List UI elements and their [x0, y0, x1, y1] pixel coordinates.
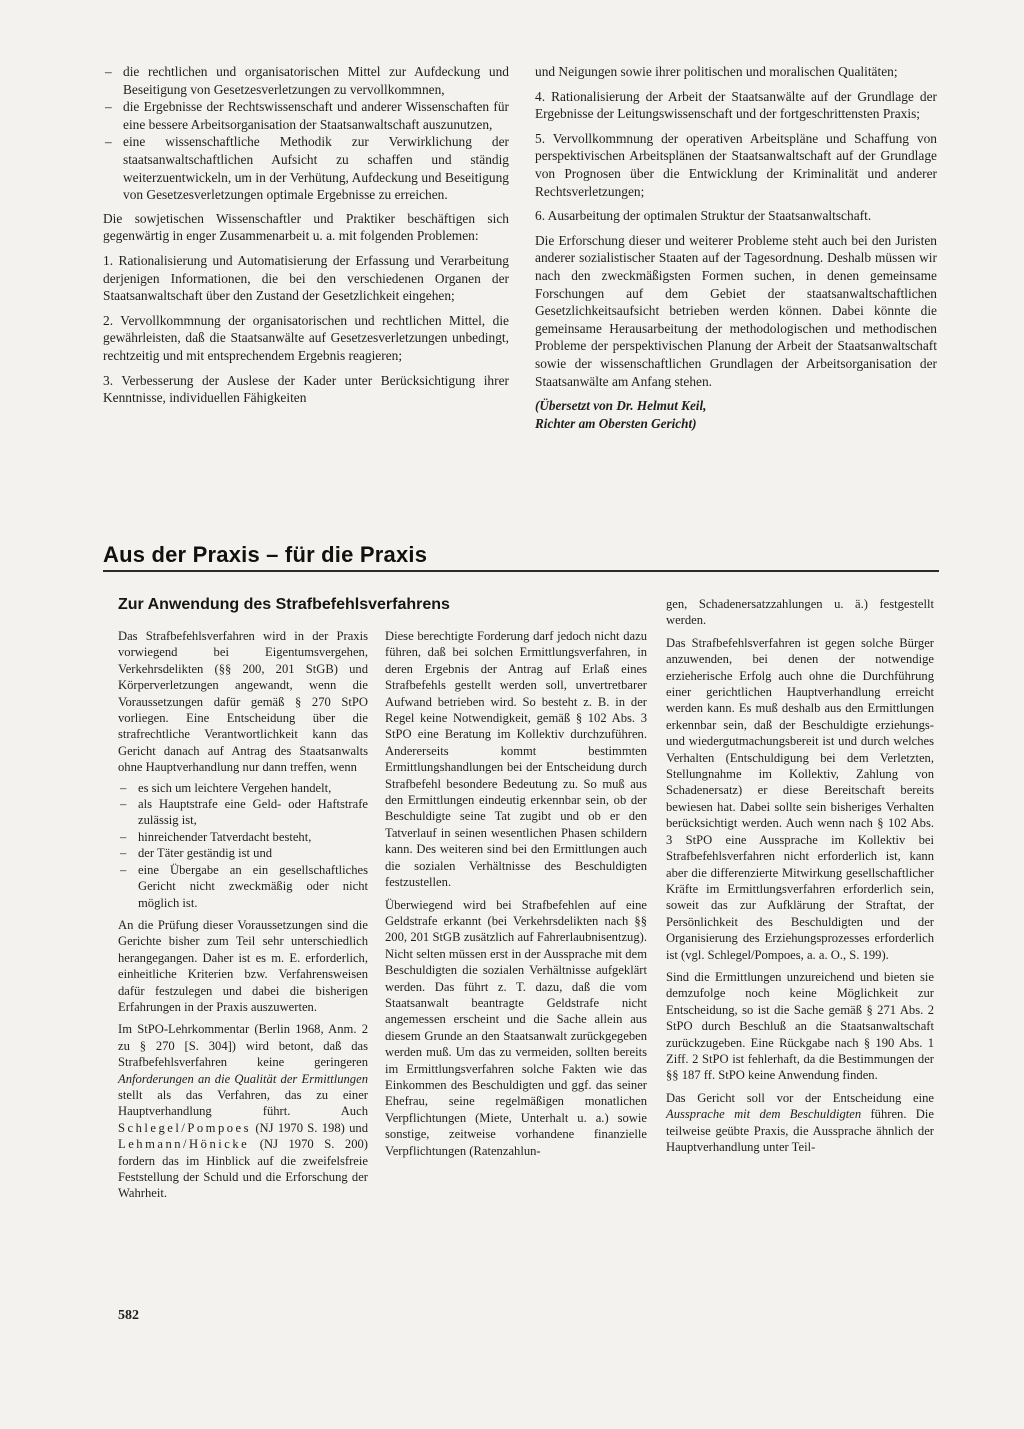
- list-item: – die Ergebnisse der Rechtswissenschaft und anderer Wissenschaften für eine bessere Arbeitsorganisation der Staatsanwaltschaft auszunutzen,: [103, 98, 509, 133]
- list-item: – eine Übergabe an ein gesellschaftliches Gericht nicht zweckmäßig oder nicht möglich ist.: [118, 862, 368, 911]
- list-item: – als Hauptstrafe eine Geld- oder Haftstrafe zulässig ist,: [118, 796, 368, 829]
- article-column-2: [385, 628, 647, 1165]
- text-run: stellt als das Verfahren, das zu einer Hauptverhandlung führt. Auch: [118, 1087, 368, 1119]
- paragraph: 6. Ausarbeitung der optimalen Struktur der Staatsanwaltschaft.: [535, 208, 872, 224]
- translator-credit: [535, 397, 937, 432]
- list-item: – die rechtlichen und organisatorischen Mittel zur Aufdeckung und Beseitigung von Gesetzesverletzungen zu vervollkommnen,: [103, 63, 509, 98]
- author-names: Schlegel/Pompoes: [118, 1120, 252, 1135]
- paragraph: gen, Schadenersatzzahlungen u. ä.) festgestellt werden.: [666, 597, 934, 628]
- text-run: (NJ 1970 S. 200) fordern das im Hinblick auf die zweifelsfreie Feststellung der Schuld und die Erforschung der Wahrheit.: [118, 1137, 369, 1201]
- aims-list: [103, 63, 509, 204]
- paragraph: 3. Verbesserung der Auslese der Kader unter Berücksichtigung ihrer Kenntnisse, individuellen Fähigkeiten: [103, 372, 509, 406]
- conditions-list: [118, 780, 368, 911]
- emphasis: Anforderungen an die Qualität der Ermittlungen: [118, 1071, 368, 1086]
- section-banner: [103, 540, 939, 572]
- paragraph: [666, 1090, 934, 1156]
- paragraph: Das Strafbefehlsverfahren ist gegen solche Bürger anzuwenden, bei denen der notwendige erzieherische Erfolg auch ohne die Durchführung einer gerichtlichen Hauptverhandlung erreicht werden kann. Es muß deshalb aus den Ermittlungen erkennbar sein, daß der Beschuldigte erziehungs- und wiedergutmachungsbereit ist und durch welches Verhalten (Entschuldigung bei dem Verletzten, Stellungnahme im Kollektiv, Zahlung von Schadenersatz) er diese Bereitschaft bereits bewiesen hat. Dabei sollte sein bisheriges Verhalten berücksichtigt werden. Auch wenn nach § 102 Abs. 3 StPO eine Aussprache im Kollektiv bei Strafbefehlsverfahren nicht erforderlich ist, kann aber die differenzierte Mitwirkung gesellschaftlicher Kräfte im Ermittlungsverfahren erforderlich sein, soweit das zur Aufklärung der Straftat, der Persönlichkeit des Beschuldigten und der Organisierung des Erziehungsprozesses erforderlich ist (vgl. Schlegel/Pompoes, a. a. O., S. 199).: [666, 635, 934, 962]
- text-run: Im StPO-Lehrkommentar (Berlin 1968, Anm. 2 zu § 270 [S. 304]) wird betont, daß das Strafbefehlsverfahren keine geringeren: [118, 1022, 368, 1070]
- paragraph: 4. Rationalisierung der Arbeit der Staatsanwälte auf der Grundlage der Ergebnisse der Leitungswissenschaft und der fortgeschrittensten Praxis;: [535, 88, 937, 122]
- credit-line: Richter am Obersten Gericht): [535, 415, 697, 431]
- author-names: Lehmann/Hönicke: [118, 1137, 250, 1152]
- paragraph: An die Prüfung dieser Voraussetzungen sind die Gerichte bisher zum Teil sehr unterschiedlich herangegangen. Daher ist es m. E. erforderlich, einheitliche Kriterien bzw. Verfahrensweisen dafür festzulegen und dabei die bisherigen Erfahrungen in der Praxis auszuwerten.: [118, 917, 368, 1014]
- paragraph: Die Erforschung dieser und weiterer Probleme steht auch bei den Juristen anderer sozialistischer Staaten auf der Tagesordnung. Deshalb müssen wir nach den zweckmäßigsten Formen suchen, in denen gemeinsame Forschungen auf dem Gebiet der staatsanwaltschaftlichen Gesetzlichkeitsaufsicht betrieben werden können. Dabei könnte die gemeinsame Herausarbeitung der methodologischen und methodischen Probleme der perspektivischen Planung der Arbeit der Staatsanwaltschaft sowie der wissenschaftlichen Grundlagen der Arbeitsorganisation der Staatsanwälte am Anfang stehen.: [535, 232, 937, 389]
- paragraph: Sind die Ermittlungen unzureichend und bieten sie demzufolge noch keine Möglichkeit zur Entscheidung, so ist die Sache gemäß § 271 Abs. 2 StPO durch Beschluß an die Staatsanwaltschaft zurückzugeben. Eine Rückgabe nach § 190 Abs. 1 Ziff. 2 StPO ist fehlerhaft, da die Bestimmungen der §§ 187 ff. StPO keine Anwendung finden.: [666, 969, 934, 1083]
- paragraph: Das Strafbefehlsverfahren wird in der Praxis vorwiegend bei Eigentumsvergehen, Verkehrsdelikten (§§ 200, 201 StGB) und Körperverletzungen angewandt, wenn die Voraussetzungen dafür gemäß § 270 StPO vorliegen. Eine Entscheidung über die strafrechtliche Verantwortlichkeit kann das Gericht danach auf Antrag des Staatsanwalts ohne Hauptverhandlung nur dann treffen, wenn: [118, 629, 368, 775]
- paragraph: 1. Rationalisierung und Automatisierung der Erfassung und Verarbeitung derjenigen Informationen, die bei den verschiedenen Organen der Staatsanwaltschaft über den Zustand der Gesetzlichkeit eingehen;: [103, 252, 509, 304]
- paragraph: Überwiegend wird bei Strafbefehlen auf eine Geldstrafe erkannt (bei Verkehrsdelikten nach §§ 200, 201 StGB zusätzlich auf Fahrerlaubnisentzug). Nicht selten müssen erst in der Aussprache mit dem Beschuldigten die sozialen Verhältnisse aufgeklärt werden. Das führt z. T. dazu, daß die vom Staatsanwalt beantragte Geldstrafe nicht angemessen erscheint und die Sache allein aus diesem Grunde an den Staatsanwalt zurückgegeben werden muß. Um das zu vermeiden, sollten bereits im Ermittlungsverfahren solche Fakten wie das Einkommen des Beschuldigten und ggf. das seiner Ehefrau, seine regelmäßigen monatlichen Verpflichtungen (Miete, Unterhalt u. a.) sowie sonstige, zeitweise vorhandene finanzielle Verpflichtungen (Ratenzahlun-: [385, 897, 647, 1158]
- paragraph: 5. Vervollkommnung der operativen Arbeitspläne und Schaffung von perspektivischen Arbeitsplänen der Staatsanwaltschaft auf der Grundlage von Prognosen über die Entwicklung der Kriminalität und anderer Rechtsverletzungen;: [535, 130, 937, 199]
- emphasis: Aussprache mit dem Beschuldigten: [666, 1107, 862, 1122]
- list-item: – es sich um leichtere Vergehen handelt,: [118, 780, 368, 796]
- text-run: führen. Die teilweise geübte Praxis, die Aussprache ähnlich der Hauptverhandlung unter Teil-: [666, 1107, 934, 1154]
- text-run: (NJ 1970 S. 198) und: [255, 1120, 368, 1135]
- paragraph: Die sowjetischen Wissenschaftler und Praktiker beschäftigen sich gegenwärtig in enger Zusammenarbeit u. a. mit folgenden Problemen:: [103, 210, 509, 244]
- paragraph: 2. Vervollkommnung der organisatorischen und rechtlichen Mittel, die gewährleisten, daß die Staatsanwälte auf Gesetzesverletzungen unbedingt, rechtzeitig und mit entsprechendem Ergebnis reagieren;: [103, 312, 509, 363]
- article-column-1: [118, 628, 368, 1208]
- text-run: Das Gericht soll vor der Entscheidung eine: [666, 1090, 934, 1105]
- list-item: – der Täter geständig ist und: [118, 845, 368, 861]
- upper-right-column: [535, 63, 937, 432]
- list-item: – eine wissenschaftliche Methodik zur Verwirklichung der staatsanwaltschaftlichen Aufsicht zu schaffen und ständig weiterzuentwickeln, um in der Verhütung, Aufdeckung und Beseitigung von Gesetzesverletzungen optimale Ergebnisse zu erreichen.: [103, 133, 509, 203]
- credit-line: (Übersetzt von Dr. Helmut Keil,: [535, 398, 707, 414]
- upper-left-column: [103, 63, 509, 414]
- page-number: 582: [118, 1308, 139, 1323]
- section-title: Aus der Praxis – für die Praxis: [103, 542, 428, 567]
- article-title: Zur Anwendung des Strafbefehlsverfahrens: [118, 596, 450, 613]
- article-column-3: [666, 596, 934, 1161]
- paragraph: Diese berechtigte Forderung darf jedoch nicht dazu führen, daß bei solchen Ermittlungsverfahren, in deren Ergebnis der Antrag auf Erlaß eines Strafbefehls gestellt werden soll, unvertretbarer Aufwand betrieben wird. So besteht z. B. in der Regel keine Notwendigkeit, gemäß § 102 Abs. 3 StPO eine Beratung im Kollektiv durchzuführen. Andererseits kommt bestimmten Ermittlungshandlungen bei der Entscheidung durch Strafbefehl besondere Bedeutung zu. So muß aus den Ermittlungen eindeutig erkennbar sein, ob der Beschuldigte seine Tat zugibt und ob er den Tatverlauf in seinen wesentlichen Phasen schildern kann. Des weiteren sind bei den Ermittlungen auch die sozialen Verhältnisse des Beschuldigten festzustellen.: [385, 629, 647, 890]
- paragraph: und Neigungen sowie ihrer politischen und moralischen Qualitäten;: [535, 64, 898, 79]
- paragraph: [118, 1021, 368, 1201]
- list-item: – hinreichender Tatverdacht besteht,: [118, 829, 368, 845]
